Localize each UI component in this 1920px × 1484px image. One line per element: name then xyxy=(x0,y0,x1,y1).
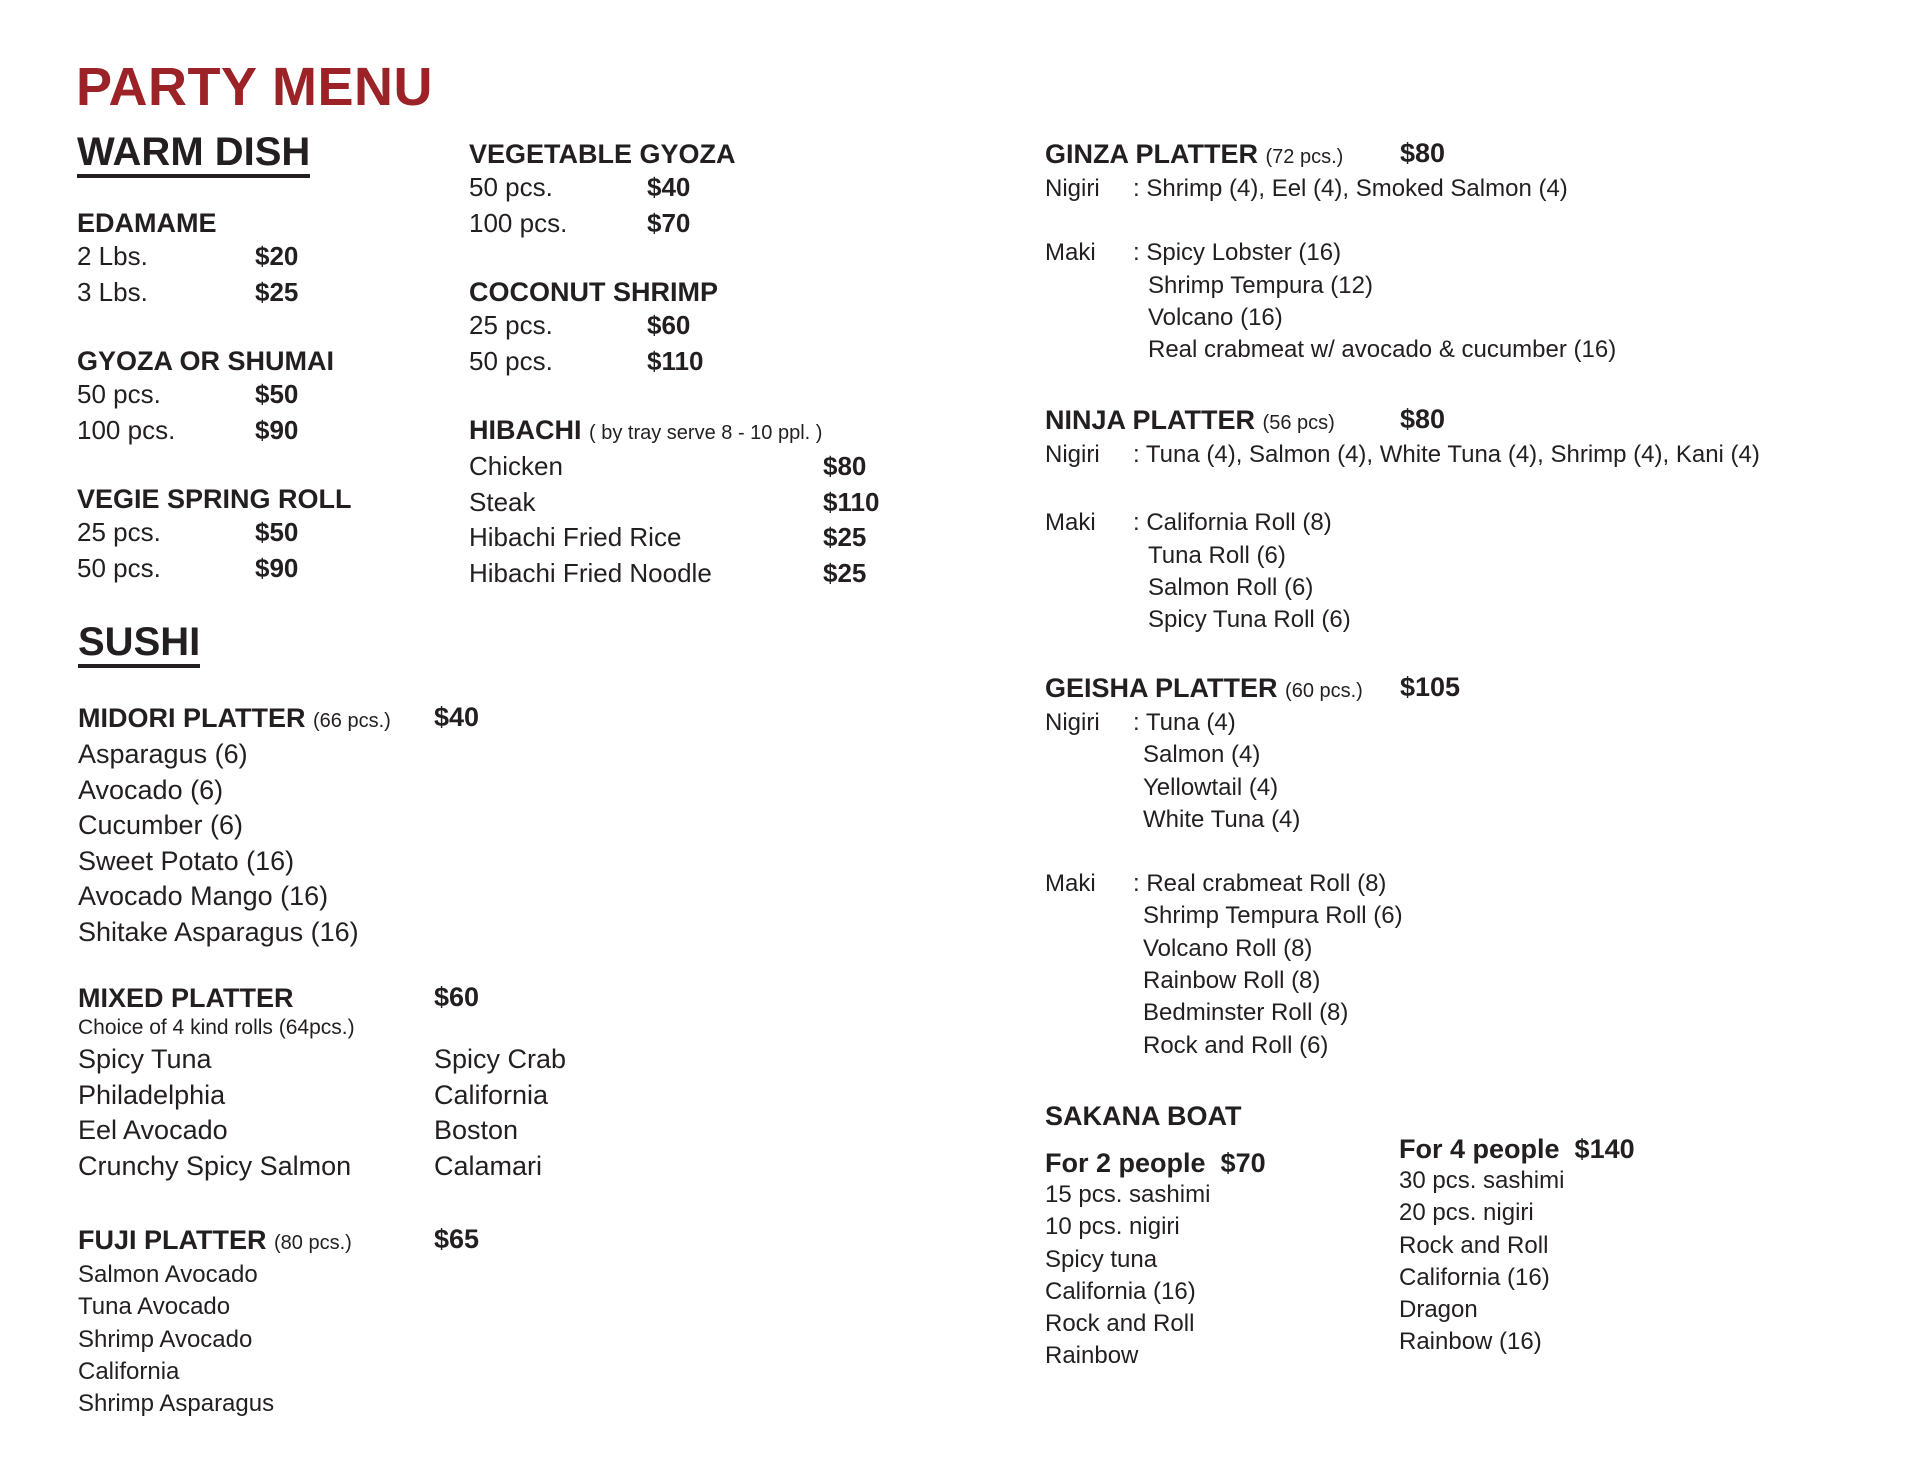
list-item: Spicy Crab xyxy=(434,1044,567,1074)
list-item: Salmon (4) xyxy=(1143,741,1261,769)
maki-label: Maki xyxy=(1045,509,1096,537)
menu-item-midori-platter xyxy=(78,702,558,950)
menu-item-vegetable-gyoza xyxy=(469,138,736,241)
item-price: $110 xyxy=(647,345,704,376)
menu-item-ginza-platter xyxy=(1045,138,1845,366)
list-item: Shrimp Avocado xyxy=(78,1325,253,1353)
list-item: Bedminster Roll (8) xyxy=(1143,999,1349,1027)
item-name: GYOZA OR SHUMAI xyxy=(77,346,335,376)
item-price: $70 xyxy=(647,207,691,238)
item-qty: 25 pcs. xyxy=(469,310,553,340)
item-price: $40 xyxy=(647,172,691,202)
list-item: Tuna Roll (6) xyxy=(1148,541,1286,569)
section-heading-sushi: SUSHI xyxy=(78,620,200,668)
list-item: 30 pcs. sashimi xyxy=(1399,1167,1565,1194)
list-item: : Tuna (4) xyxy=(1133,709,1236,736)
item-price: $105 xyxy=(1400,672,1461,702)
list-item: White Tuna (4) xyxy=(1143,805,1301,833)
maki-label: Maki xyxy=(1045,239,1096,267)
item-price: $20 xyxy=(255,241,299,271)
list-item: Shrimp Asparagus xyxy=(78,1390,275,1418)
sakana-boat-for-4 xyxy=(1399,1134,1635,1359)
item-price: $25 xyxy=(823,557,867,588)
item-name: MIXED PLATTER xyxy=(78,983,294,1013)
item-qty: 50 pcs. xyxy=(469,345,553,376)
option-label: For 4 people xyxy=(1399,1134,1560,1164)
item-qty: 50 pcs. xyxy=(469,172,553,202)
list-item: Rainbow xyxy=(1045,1342,1139,1370)
list-item: Salmon Avocado xyxy=(78,1261,258,1288)
item-name: FUJI PLATTER xyxy=(78,1225,267,1255)
item-price: $80 xyxy=(1400,404,1446,434)
item-count: (56 pcs) xyxy=(1262,412,1335,434)
list-item: Tuna Avocado xyxy=(78,1293,231,1321)
menu-item-spring-roll xyxy=(77,483,352,586)
item-name: HIBACHI xyxy=(469,415,582,445)
item-name: VEGIE SPRING ROLL xyxy=(77,484,352,514)
list-item: Avocado (6) xyxy=(78,774,224,805)
nigiri-label: Nigiri xyxy=(1045,709,1100,736)
item-price: $80 xyxy=(823,451,867,481)
list-item: 15 pcs. sashimi xyxy=(1045,1181,1211,1208)
list-item: Real crabmeat w/ avocado & cucumber (16) xyxy=(1148,336,1617,364)
nigiri-label: Nigiri xyxy=(1045,441,1100,468)
maki-label: Maki xyxy=(1045,870,1096,898)
item-price: $50 xyxy=(255,379,299,409)
item-name: VEGETABLE GYOZA xyxy=(469,139,736,169)
menu-item-gyoza-shumai xyxy=(77,345,334,448)
item-qty: Hibachi Fried Noodle xyxy=(469,557,712,588)
item-qty: 3 Lbs. xyxy=(77,276,148,307)
page-title: PARTY MENU xyxy=(76,57,434,117)
list-item: Rainbow (16) xyxy=(1399,1328,1542,1356)
item-name: GINZA PLATTER xyxy=(1045,139,1258,169)
item-price: $110 xyxy=(823,486,880,517)
list-item: Sweet Potato (16) xyxy=(78,845,295,876)
option-label: For 2 people xyxy=(1045,1148,1206,1178)
list-item: Asparagus (6) xyxy=(78,739,248,769)
list-item: 20 pcs. nigiri xyxy=(1399,1199,1534,1227)
list-item: Shitake Asparagus (16) xyxy=(78,916,359,947)
list-item: Spicy Tuna xyxy=(78,1044,212,1074)
option-price: $70 xyxy=(1220,1148,1266,1178)
list-item: Salmon Roll (6) xyxy=(1148,573,1314,601)
list-item: California xyxy=(78,1357,180,1385)
item-price: $90 xyxy=(255,414,299,445)
list-item: Spicy tuna xyxy=(1045,1245,1158,1273)
item-price: $65 xyxy=(434,1224,480,1254)
item-count: (66 pcs.) xyxy=(313,710,391,732)
item-name: GEISHA PLATTER xyxy=(1045,673,1278,703)
list-item: Eel Avocado xyxy=(78,1115,228,1145)
list-item: Spicy Tuna Roll (6) xyxy=(1148,606,1351,634)
item-count: (60 pcs.) xyxy=(1285,680,1363,702)
item-name: MIDORI PLATTER xyxy=(78,703,306,733)
item-name: COCONUT SHRIMP xyxy=(469,277,718,307)
item-count: (80 pcs.) xyxy=(274,1232,352,1254)
item-note: ( by tray serve 8 - 10 ppl. ) xyxy=(589,422,823,444)
item-qty: Hibachi Fried Rice xyxy=(469,522,682,552)
menu-item-geisha-platter xyxy=(1045,672,1845,1062)
list-item: : California Roll (8) xyxy=(1133,509,1332,537)
list-item: : Spicy Lobster (16) xyxy=(1133,239,1342,267)
menu-item-mixed-platter xyxy=(78,982,598,1184)
item-count: (72 pcs.) xyxy=(1265,146,1344,168)
section-heading-warm-dish: WARM DISH xyxy=(77,130,310,178)
list-item: Dragon xyxy=(1399,1296,1478,1324)
menu-item-fuji-platter xyxy=(78,1224,558,1420)
item-price: $80 xyxy=(1400,138,1446,168)
list-item: Volcano Roll (8) xyxy=(1143,934,1313,962)
list-item: Avocado Mango (16) xyxy=(78,881,329,911)
list-item: Rock and Roll xyxy=(1045,1310,1195,1338)
item-price: $60 xyxy=(647,310,691,340)
item-qty: 25 pcs. xyxy=(77,517,161,547)
item-price: $25 xyxy=(255,276,299,307)
nigiri-items: : Tuna (4), Salmon (4), White Tuna (4), Shrimp (4), Kani (4) xyxy=(1133,441,1760,468)
item-qty: 100 pcs. xyxy=(77,414,176,445)
item-price: $50 xyxy=(255,517,299,547)
list-item: Volcano (16) xyxy=(1148,303,1283,331)
sakana-boat-for-2 xyxy=(1045,1148,1266,1373)
menu-item-ninja-platter xyxy=(1045,404,1885,636)
item-qty: 50 pcs. xyxy=(77,552,161,583)
list-item: Rock and Roll (6) xyxy=(1143,1031,1329,1059)
menu-item-edamame xyxy=(77,207,298,310)
list-item: Shrimp Tempura Roll (6) xyxy=(1143,902,1403,930)
option-price: $140 xyxy=(1574,1134,1635,1164)
item-price: $90 xyxy=(255,552,299,583)
list-item: 10 pcs. nigiri xyxy=(1045,1213,1180,1241)
item-name: EDAMAME xyxy=(77,208,217,238)
nigiri-items: : Shrimp (4), Eel (4), Smoked Salmon (4) xyxy=(1133,175,1568,202)
menu-item-hibachi xyxy=(469,414,879,591)
list-item: Shrimp Tempura (12) xyxy=(1148,271,1373,299)
item-price: $60 xyxy=(434,982,480,1012)
list-item: Calamari xyxy=(434,1150,543,1181)
item-qty: Chicken xyxy=(469,451,563,481)
list-item: Rainbow Roll (8) xyxy=(1143,967,1321,995)
list-item: Cucumber (6) xyxy=(78,810,244,840)
item-subtitle: Choice of 4 kind rolls (64pcs.) xyxy=(78,1016,355,1039)
nigiri-label: Nigiri xyxy=(1045,175,1100,202)
item-qty: Steak xyxy=(469,486,536,517)
list-item: Crunchy Spicy Salmon xyxy=(78,1150,352,1181)
sakana-boat-heading: SAKANA BOAT xyxy=(1045,1101,1242,1131)
item-qty: 100 pcs. xyxy=(469,207,568,238)
list-item: Yellowtail (4) xyxy=(1143,773,1279,801)
list-item: California (16) xyxy=(1045,1277,1196,1305)
item-name: NINJA PLATTER xyxy=(1045,405,1256,435)
menu-item-coconut-shrimp xyxy=(469,276,718,379)
item-price: $25 xyxy=(823,522,867,552)
list-item: Rock and Roll xyxy=(1399,1231,1549,1259)
list-item: Boston xyxy=(434,1115,519,1145)
list-item: California (16) xyxy=(1399,1263,1550,1291)
list-item: : Real crabmeat Roll (8) xyxy=(1133,870,1387,898)
list-item: California xyxy=(434,1079,549,1110)
item-price: $40 xyxy=(434,702,480,732)
item-qty: 2 Lbs. xyxy=(77,241,148,271)
list-item: Philadelphia xyxy=(78,1079,226,1110)
item-qty: 50 pcs. xyxy=(77,379,161,409)
